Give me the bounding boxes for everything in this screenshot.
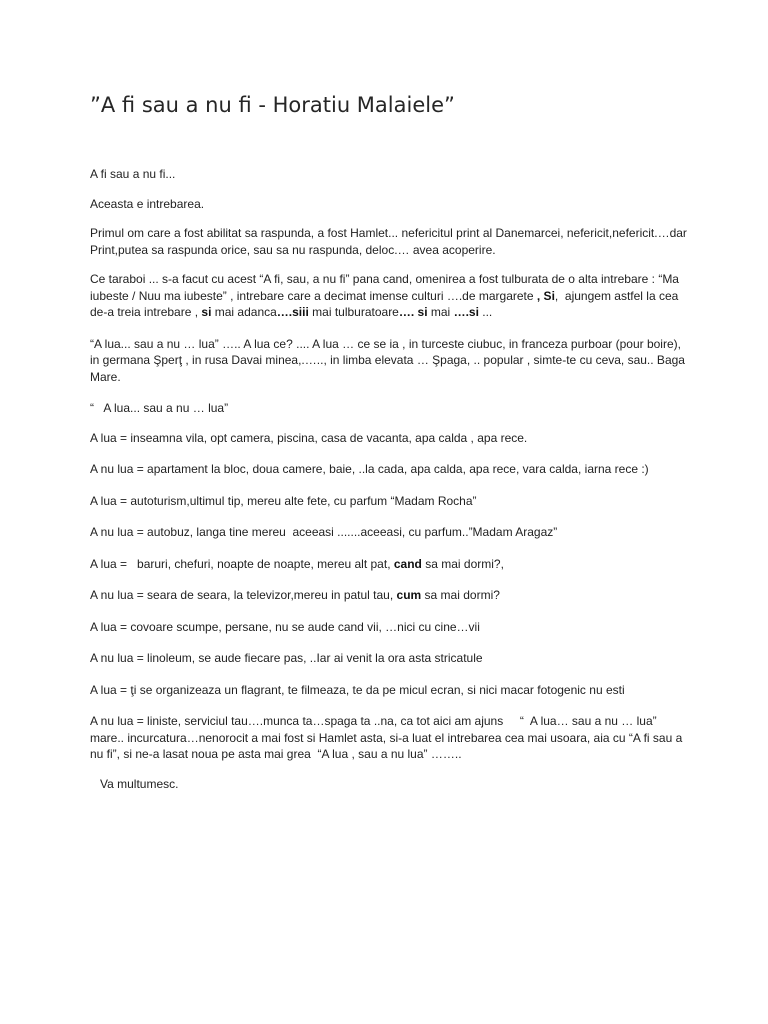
paragraph-12 <box>90 587 690 604</box>
paragraph-9: A lua = autoturism,ultimul tip, mereu alte fete, cu parfum “Madam Rocha” <box>90 493 477 508</box>
document-body <box>90 166 690 805</box>
paragraph-6: “ A lua... sau a nu … lua” <box>90 401 229 415</box>
p11-text-c: sa mai dormi?, <box>421 556 504 571</box>
paragraph-5: “A lua... sau a nu … lua” ….. A lua ce? .... A lua … ce se ia , in turceste ciubuc, in franceza purboar (pour boire), in germana Şperţ , in rusa Davai minea,.….., in limba elevata … Şpaga, .. popular , simte-te cu ceva, sau.. Baga Mare. <box>90 336 689 384</box>
paragraph-14: A nu lua = linoleum, se aude fiecare pas, ..Iar ai venit la ora asta stricatule <box>90 651 483 665</box>
document-title: ”A fi sau a nu fi - Horatiu Malaiele” <box>90 93 455 117</box>
paragraph-8: A nu lua = apartament la bloc, doua camere, baie, ..la cada, apa calda, apa rece, vara calda, iarna rece :) <box>90 462 649 476</box>
p4-text-k: ... <box>478 305 493 319</box>
p4-bold-si: , Si <box>536 288 555 303</box>
p4-text-i: mai <box>427 305 454 319</box>
paragraph-13: A lua = covoare scumpe, persane, nu se aude cand vii, …nici cu cine…vii <box>90 619 480 634</box>
paragraph-17: Va multumesc. <box>90 776 179 791</box>
paragraph-4 <box>90 271 690 321</box>
paragraph-11 <box>90 556 690 573</box>
p11-text-a: A lua = baruri, chefuri, noapte de noapte, mereu alt pat, <box>90 556 394 571</box>
paragraph-3: Primul om care a fost abilitat sa raspunda, a fost Hamlet... nefericitul print al Danemarcei, nefericit,nefericit.…dar Print,putea sa raspunda orice, sau sa nu raspunda, deloc.… avea acoperire. <box>90 226 691 257</box>
p4-bold-si-4: ….si <box>453 305 479 319</box>
p4-bold-si-3: …. si <box>398 305 428 319</box>
paragraph-7: A lua = inseamna vila, opt camera, piscina, casa de vacanta, apa calda , apa rece. <box>90 430 528 445</box>
paragraph-10: A nu lua = autobuz, langa tine mereu aceeasi .......aceeasi, cu parfum..”Madam Aragaz” <box>90 525 558 539</box>
p4-text-g: mai tulburatoare <box>308 305 399 319</box>
paragraph-16: A nu lua = liniste, serviciul tau….munca ta…spaga ta ..na, ca tot aici am ajuns “ A lua… sau a nu … lua” mare.. incurcatura…nenorocit a mai fost si Hamlet asta, si-a luat el intrebarea cea mai usoara, aia cu “A fi sau a nu fi”, si ne-a lasat noua pe asta mai grea “A lua , sau a nu lua” …….. <box>90 714 686 761</box>
paragraph-15: A lua = ţi se organizeaza un flagrant, te filmeaza, te da pe micul ecran, si nici macar fotogenic nu esti <box>90 682 625 697</box>
p4-bold-siii: ….siii <box>276 305 309 319</box>
paragraph-2: Aceasta e intrebarea. <box>90 196 205 211</box>
p4-text-a: Ce taraboi ... s-a facut cu acest “A fi, sau, a nu fi” pana cand, omenirea a fost tulburata de o alta intrebare : “Ma iubeste / Nuu ma iubeste” , intrebare care a decimat imense culturi ….de margarete <box>90 272 683 303</box>
p4-text-e: mai adanca <box>211 305 277 319</box>
p4-text-c: , ajungem astfel la cea de-a treia intrebare , <box>90 288 682 319</box>
paragraph-1: A fi sau a nu fi... <box>90 167 176 181</box>
p12-text-a: A nu lua = seara de seara, la televizor,mereu in patul tau, <box>90 588 397 602</box>
p4-bold-si-2: si <box>201 305 212 319</box>
p12-text-c: sa mai dormi? <box>421 588 500 602</box>
p12-bold-cum: cum <box>396 588 422 602</box>
p11-bold-cand: cand <box>393 556 422 571</box>
